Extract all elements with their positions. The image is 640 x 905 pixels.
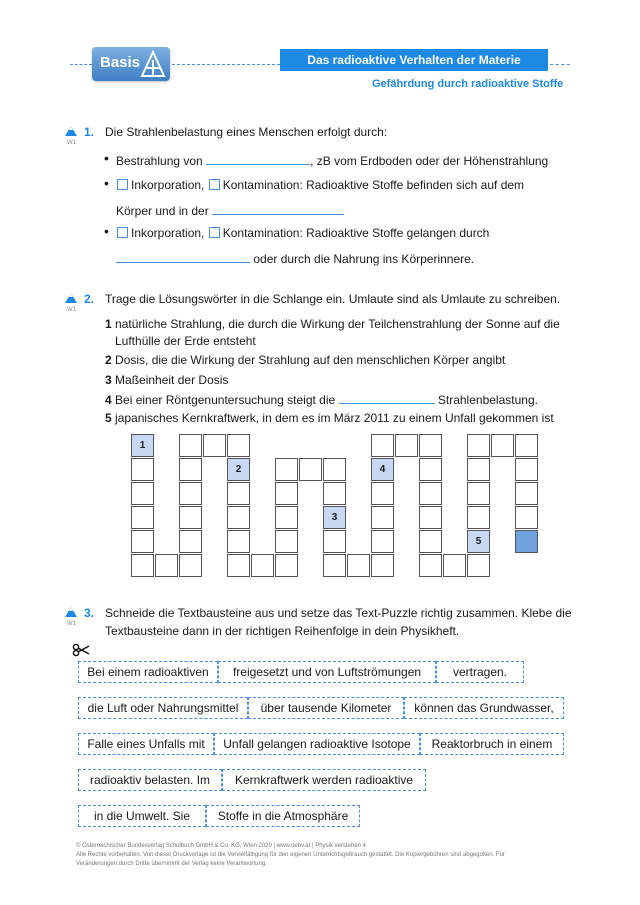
exercise-intro-cont: Textbausteine dann in der richtigen Reihenfolge in dein Physikheft. xyxy=(105,624,460,638)
grid-cell[interactable] xyxy=(467,554,490,577)
level-mountain-icon xyxy=(64,606,78,618)
footer-rights-cont: Veränderungen durch Dritte übernimmt der Verlag keine Verantwortung. xyxy=(76,861,267,867)
puzzle-piece[interactable]: Falle eines Unfalls mit xyxy=(78,733,214,755)
grid-cell[interactable] xyxy=(179,506,202,529)
grid-cell[interactable] xyxy=(131,554,154,577)
puzzle-piece[interactable]: die Luft oder Nahrungsmittel xyxy=(78,697,248,719)
clue-number: 5 xyxy=(105,411,112,425)
bullet-text xyxy=(116,178,524,192)
grid-cell[interactable] xyxy=(419,506,442,529)
logo-text: Basis xyxy=(100,54,141,71)
grid-cell-numbered[interactable] xyxy=(131,434,154,457)
clue-text: Bei einer Röntgenuntersuchung steigt die xyxy=(115,393,336,407)
grid-cell[interactable] xyxy=(131,506,154,529)
puzzle-piece[interactable]: vertragen. xyxy=(436,661,524,683)
clue-3 xyxy=(105,373,228,387)
grid-cell[interactable] xyxy=(443,554,466,577)
clue-1 xyxy=(105,317,560,331)
clue-text: natürliche Strahlung, die durch die Wirkung der Teilchenstrahlung der Sonne auf die xyxy=(115,317,560,331)
puzzle-piece[interactable]: Stoffe in die Atmosphäre xyxy=(206,805,360,827)
page-title: Das radioaktive Verhalten der Materie xyxy=(280,49,548,71)
checkbox[interactable] xyxy=(209,179,220,190)
grid-cell[interactable] xyxy=(203,434,226,457)
grid-cell[interactable] xyxy=(371,554,394,577)
grid-cell[interactable] xyxy=(419,434,442,457)
grid-cell[interactable] xyxy=(179,458,202,481)
bullet: • xyxy=(104,223,109,239)
clue-text: Dosis, die die Wirkung der Strahlung auf den menschlichen Körper angibt xyxy=(115,353,506,367)
cell-marker: 3 xyxy=(331,512,338,523)
checkbox[interactable] xyxy=(209,227,220,238)
exercise-intro: Schneide die Textbausteine aus und setze das Text-Puzzle richtig zusammen. Klebe die xyxy=(105,606,572,620)
grid-cell[interactable] xyxy=(275,458,298,481)
grid-cell[interactable] xyxy=(179,434,202,457)
grid-cell[interactable] xyxy=(323,482,346,505)
grid-cell[interactable] xyxy=(275,530,298,553)
grid-cell-numbered[interactable] xyxy=(371,458,394,481)
grid-cell[interactable] xyxy=(467,506,490,529)
puzzle-piece[interactable]: können das Grundwasser, xyxy=(404,697,564,719)
answer-blank[interactable] xyxy=(212,203,344,215)
checkbox[interactable] xyxy=(117,179,128,190)
checkbox-label: Inkorporation, xyxy=(131,226,205,240)
grid-cell[interactable] xyxy=(515,506,538,529)
footer-copyright: © Österreichischer Bundesverlag Schulbuch GmbH & Co. KG, Wien 2020 | www.oebv.at | Physik verstehen 4 xyxy=(76,843,366,849)
grid-cell[interactable] xyxy=(131,530,154,553)
puzzle-piece[interactable]: freigesetzt und von Luftströmungen xyxy=(218,661,436,683)
header-dash-middle xyxy=(172,64,280,65)
grid-cell[interactable] xyxy=(371,482,394,505)
scissors-icon xyxy=(72,643,90,657)
exercise-number: 3. xyxy=(84,606,95,620)
checkbox-label: Kontamination: Radioaktive Stoffe befinden sich auf dem xyxy=(222,178,525,192)
grid-cell[interactable] xyxy=(227,482,250,505)
grid-cell[interactable] xyxy=(419,554,442,577)
footer-rights: Alle Rechte vorbehalten. Von dieser Druckvorlage ist die Vervielfältigung für den eigenen Unterrichtsgebrauch gestattet. Die Kopiergebühren sind abgegolten. Für xyxy=(76,852,505,858)
puzzle-piece[interactable]: radioaktiv belasten. Im xyxy=(78,769,222,791)
puzzle-piece[interactable]: Kernkraftwerk werden radioaktive xyxy=(222,769,426,791)
grid-cell[interactable] xyxy=(227,506,250,529)
grid-cell[interactable] xyxy=(155,554,178,577)
checkbox[interactable] xyxy=(117,227,128,238)
clue-5 xyxy=(105,411,554,425)
bullet-text xyxy=(116,153,548,168)
puzzle-piece[interactable]: in die Umwelt. Sie xyxy=(78,805,206,827)
clue-text: Strahlenbelastung. xyxy=(437,393,538,407)
bullet-text-part: Körper und in der xyxy=(116,204,209,218)
cell-marker: 1 xyxy=(139,440,146,451)
exercise-number: 2. xyxy=(84,292,95,306)
clue-text: japanisches Kernkraftwerk, in dem es im März 2011 zu einem Unfall gekommen ist xyxy=(115,411,554,425)
level-label: W1 xyxy=(67,307,76,313)
grid-cell[interactable] xyxy=(467,482,490,505)
grid-cell[interactable] xyxy=(227,530,250,553)
clue-number: 3 xyxy=(105,373,112,387)
grid-cell-numbered[interactable] xyxy=(323,506,346,529)
grid-cell[interactable] xyxy=(131,482,154,505)
clue-number: 2 xyxy=(105,353,112,367)
level-label: W1 xyxy=(67,140,76,146)
clue-number: 4 xyxy=(105,393,112,407)
cell-marker: 2 xyxy=(235,464,242,475)
clue-2 xyxy=(105,353,505,367)
bullet: • xyxy=(104,150,109,166)
grid-cell[interactable] xyxy=(275,554,298,577)
grid-cell[interactable] xyxy=(323,530,346,553)
bullet-text-cont xyxy=(116,251,474,266)
grid-cell[interactable] xyxy=(515,434,538,457)
clue-number: 1 xyxy=(105,317,112,331)
grid-cell[interactable] xyxy=(419,482,442,505)
grid-cell[interactable] xyxy=(323,554,346,577)
level-mountain-icon xyxy=(64,292,78,304)
grid-cell[interactable] xyxy=(371,530,394,553)
grid-cell[interactable] xyxy=(467,434,490,457)
puzzle-piece[interactable]: Unfall gelangen radioaktive Isotope xyxy=(214,733,420,755)
grid-cell[interactable] xyxy=(251,554,274,577)
header-dash-left xyxy=(70,64,92,65)
grid-cell[interactable] xyxy=(299,458,322,481)
grid-cell[interactable] xyxy=(515,482,538,505)
grid-cell[interactable] xyxy=(179,554,202,577)
exercise-intro: Trage die Lösungswörter in die Schlange ein. Umlaute sind als Umlaute zu schreiben. xyxy=(105,292,561,306)
grid-cell[interactable] xyxy=(323,458,346,481)
page-subtitle: Gefährdung durch radioaktive Stoffe xyxy=(372,78,564,90)
clue-text: Maßeinheit der Dosis xyxy=(115,373,229,387)
grid-cell-numbered[interactable] xyxy=(467,530,490,553)
clue-1-cont: Lufthülle der Erde entsteht xyxy=(115,334,256,348)
answer-blank[interactable] xyxy=(116,251,250,263)
checkbox-label: Inkorporation, xyxy=(131,178,205,192)
checkbox-label: Kontamination: Radioaktive Stoffe gelangen durch xyxy=(222,226,490,240)
puzzle-piece[interactable]: über tausende Kilometer xyxy=(248,697,404,719)
grid-cell[interactable] xyxy=(179,482,202,505)
bullet-text-cont xyxy=(116,203,344,218)
exercise-intro: Die Strahlenbelastung eines Menschen erfolgt durch: xyxy=(105,125,388,139)
grid-cell[interactable] xyxy=(275,482,298,505)
grid-cell[interactable] xyxy=(419,530,442,553)
grid-cell[interactable] xyxy=(491,434,514,457)
grid-cell[interactable] xyxy=(515,458,538,481)
grid-cell[interactable] xyxy=(227,554,250,577)
grid-cell[interactable] xyxy=(347,554,370,577)
bullet-text-part: , zB vom Erdboden oder der Höhenstrahlung xyxy=(310,154,549,168)
grid-cell-numbered[interactable] xyxy=(227,458,250,481)
grid-cell[interactable] xyxy=(179,530,202,553)
cell-marker: 4 xyxy=(379,464,386,475)
grid-cell[interactable] xyxy=(467,458,490,481)
triangle-logo-icon xyxy=(140,50,166,78)
level-mountain-icon xyxy=(64,125,78,137)
puzzle-piece[interactable]: Reaktorbruch in einem xyxy=(420,733,564,755)
clue-4 xyxy=(105,392,538,407)
grid-cell[interactable] xyxy=(371,434,394,457)
bullet: • xyxy=(104,175,109,191)
grid-cell[interactable] xyxy=(227,434,250,457)
bullet-text-part: Bestrahlung von xyxy=(116,154,203,168)
bullet-text-part: oder durch die Nahrung ins Körperinnere. xyxy=(253,252,475,266)
answer-blank[interactable] xyxy=(339,392,435,404)
bullet-text xyxy=(116,226,489,240)
grid-cell[interactable] xyxy=(275,506,298,529)
level-label: W1 xyxy=(67,621,76,627)
basis-logo xyxy=(92,47,170,81)
grid-cell[interactable] xyxy=(419,458,442,481)
grid-cell[interactable] xyxy=(395,434,418,457)
exercise-number: 1. xyxy=(84,125,95,139)
grid-cell-end[interactable] xyxy=(515,530,538,553)
answer-blank[interactable] xyxy=(206,153,310,165)
grid-cell[interactable] xyxy=(371,506,394,529)
puzzle-piece[interactable]: Bei einem radioaktiven xyxy=(78,661,218,683)
grid-cell[interactable] xyxy=(131,458,154,481)
cell-marker: 5 xyxy=(475,536,482,547)
header-dash-right xyxy=(550,64,570,65)
